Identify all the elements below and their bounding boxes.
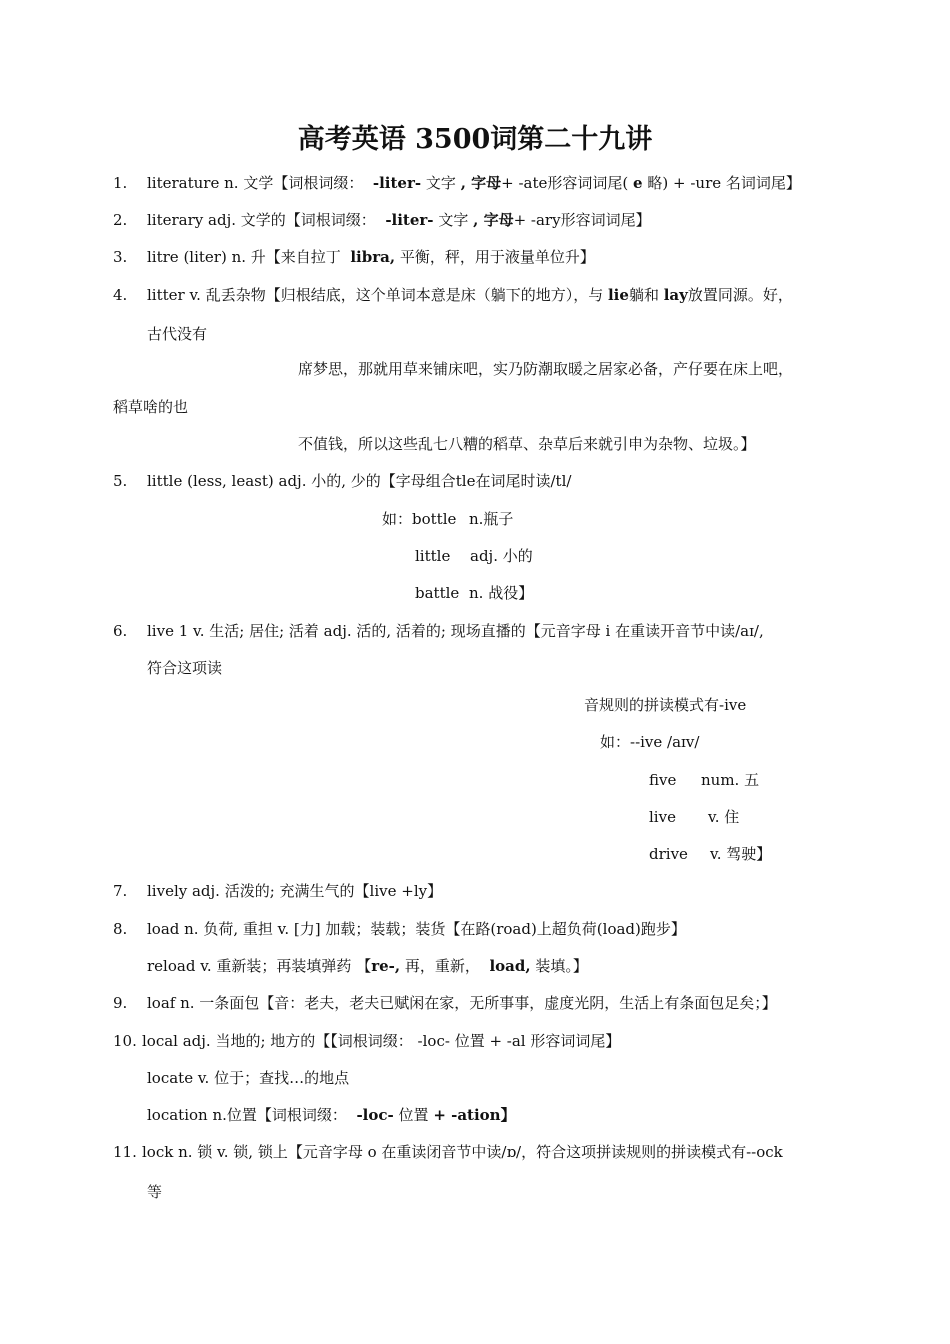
entry-reload: reload v. 重新装；再装填弹药 【re-, 再，重新， load, 装填。】 bbox=[147, 957, 588, 975]
entry-number: 2. bbox=[113, 211, 128, 229]
entry-load: load n. 负荷, 重担 v. [力] 加载；装载；装货【在路(road)上超负荷(load)跑步】 bbox=[147, 920, 686, 938]
entry-number: 1. bbox=[113, 174, 128, 192]
example-word: drive bbox=[649, 845, 688, 863]
entry-number: 8. bbox=[113, 920, 128, 938]
entry-litter-line5: 不值钱，所以这些乱七八糟的稻草、杂草后来就引申为杂物、垃圾。】 bbox=[298, 435, 756, 453]
example-meaning: adj. 小的 bbox=[470, 547, 533, 565]
entry-number: 4. bbox=[113, 286, 128, 304]
entry-litter-line4: 稻草啥的也 bbox=[113, 398, 189, 416]
entry-number: 6. bbox=[113, 622, 128, 640]
example-meaning: n. 战役】 bbox=[469, 584, 534, 602]
entry-number: 7. bbox=[113, 882, 128, 900]
example-word: five bbox=[649, 771, 677, 789]
entry-literary: literary adj. 文学的【词根词缀： -liter- 文字 , 字母+ -ary形容词词尾】 bbox=[147, 211, 651, 229]
entry-number: 5. bbox=[113, 472, 128, 490]
entry-lock: lock n. 锁 v. 锁, 锁上【元音字母 o 在重读闭音节中读/ɒ/，符合这项拼读规则的拼读模式有--ock bbox=[142, 1143, 783, 1161]
page-title: 高考英语 3500词第二十九讲 bbox=[297, 124, 653, 155]
entry-number: 3. bbox=[113, 248, 128, 266]
entry-number: 10. bbox=[113, 1032, 137, 1050]
entry-lively: lively adj. 活泼的; 充满生气的【live +ly】 bbox=[147, 882, 443, 900]
example-word: 如：bottle bbox=[382, 510, 457, 528]
entry-lock-line2: 等 bbox=[147, 1183, 163, 1201]
entry-live-line3: 音规则的拼读模式有-ive bbox=[584, 696, 747, 714]
example-word: battle bbox=[415, 584, 460, 602]
entry-locate: locate v. 位于；查找…的地点 bbox=[147, 1069, 350, 1087]
example-word: live bbox=[649, 808, 676, 826]
entry-live-line2: 符合这项读 bbox=[147, 659, 223, 677]
example-meaning: v. 驾驶】 bbox=[710, 845, 772, 863]
entry-litter-line2: 古代没有 bbox=[147, 325, 208, 343]
entry-live: live 1 v. 生活; 居住; 活着 adj. 活的, 活着的; 现场直播的【元音字母 i 在重读开音节中读/aɪ/, bbox=[147, 622, 764, 640]
example-meaning: v. 住 bbox=[708, 808, 740, 826]
example-meaning: n.瓶子 bbox=[469, 510, 514, 528]
entry-number: 9. bbox=[113, 994, 128, 1012]
entry-litre: litre (liter) n. 升【来自拉丁 libra, 平衡，秤，用于液量单位升】 bbox=[147, 248, 595, 266]
entry-loaf: loaf n. 一条面包【音：老夫，老夫已赋闲在家，无所事事，虚度光阴，生活上有条面包足矣；】 bbox=[147, 994, 777, 1012]
example-meaning: num. 五 bbox=[701, 771, 760, 789]
entry-location: location n.位置【词根词缀： -loc- 位置 + -ation】 bbox=[147, 1106, 516, 1124]
entry-litter: litter v. 乱丢杂物【归根结底，这个单词本意是床（躺下的地方），与 lie躺和 lay放置同源。好， bbox=[147, 286, 793, 304]
entry-number: 11. bbox=[113, 1143, 137, 1161]
example-word: little bbox=[415, 547, 451, 565]
entry-little: little (less, least) adj. 小的, 少的【字母组合tle在词尾时读/tl/ bbox=[147, 472, 572, 490]
entry-local: local adj. 当地的; 地方的【【词根词缀： -loc- 位置 + -al 形容词词尾】 bbox=[142, 1032, 621, 1050]
entry-litter-line3: 席梦思，那就用草来铺床吧，实乃防潮取暖之居家必备，产仔要在床上吧， bbox=[298, 360, 794, 378]
entry-live-line4: 如：--ive /aɪv/ bbox=[600, 733, 700, 751]
entry-literature: literature n. 文学【词根词缀： -liter- 文字 , 字母+ -ate形容词词尾( e 略) + -ure 名词词尾】 bbox=[147, 174, 801, 192]
